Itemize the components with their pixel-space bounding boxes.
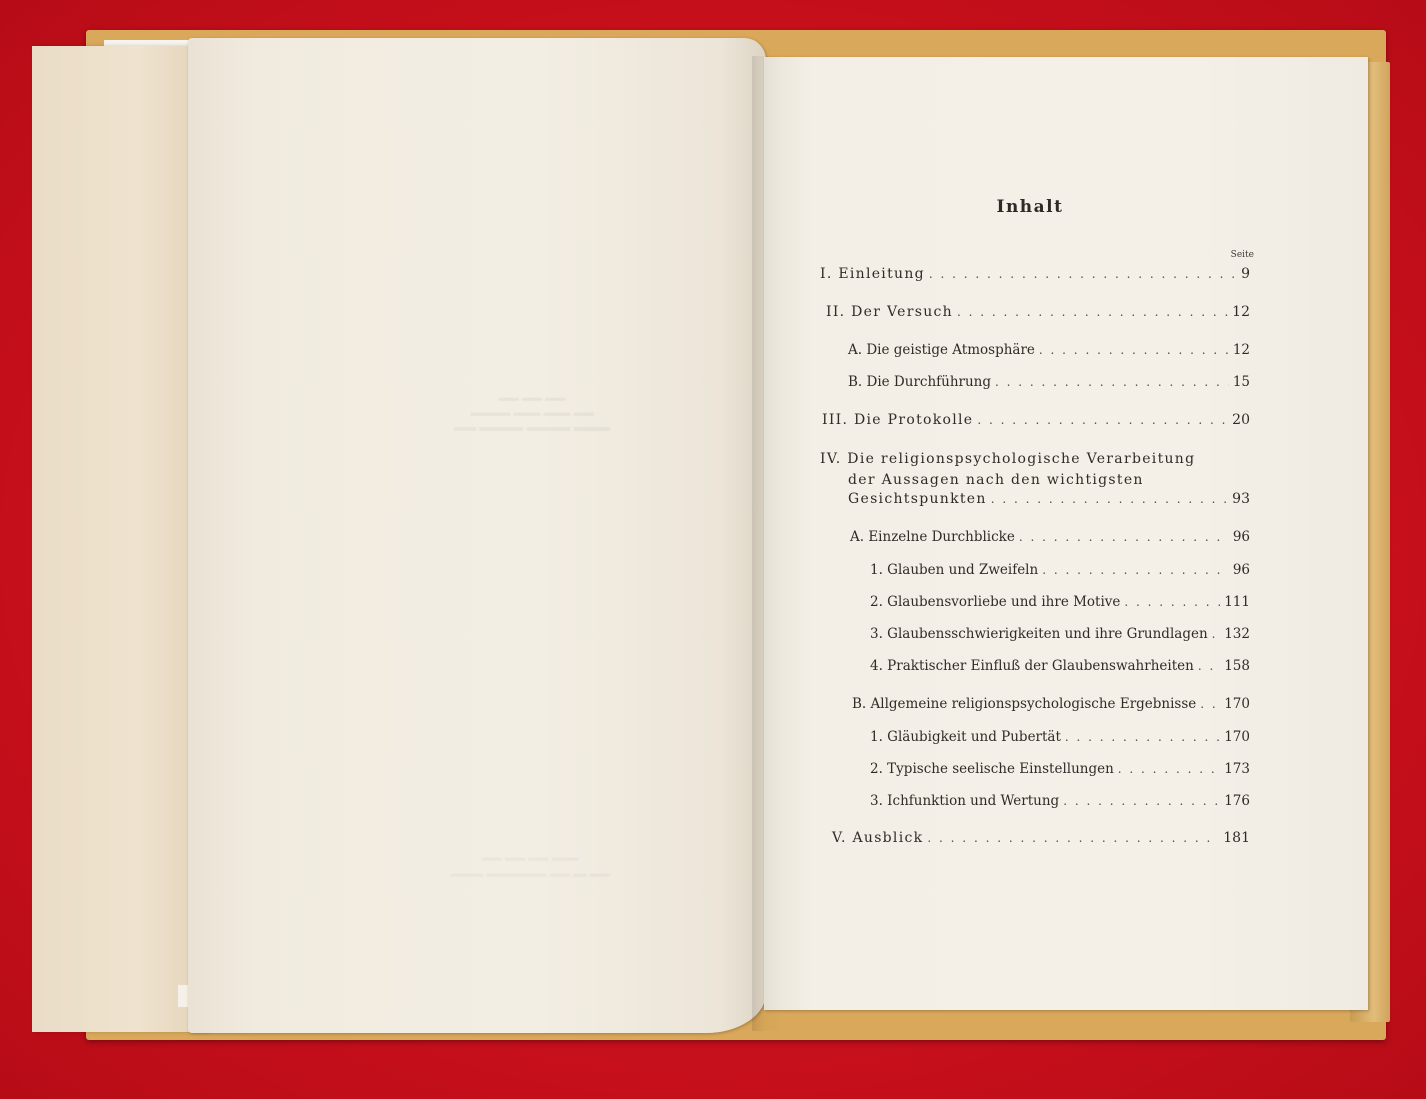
- toc-entry: [870, 761, 1250, 777]
- toc-entry: [832, 830, 1250, 846]
- dot-leader: [1200, 697, 1220, 711]
- dot-leader: [1065, 730, 1220, 744]
- dot-leader: [927, 831, 1219, 845]
- dot-leader: [1212, 627, 1221, 641]
- toc-entry-page: 111: [1224, 594, 1250, 610]
- toc-entry: [826, 304, 1250, 320]
- toc-entry-page: 96: [1232, 562, 1250, 578]
- dot-leader: [1063, 794, 1220, 808]
- toc-entry: [870, 793, 1250, 809]
- dot-leader: [991, 492, 1228, 506]
- toc-entry-page: 132: [1224, 626, 1250, 642]
- toc-entry: [848, 374, 1250, 390]
- toc-entry-label: 2. Glaubensvorliebe und ihre Motive: [870, 594, 1121, 610]
- toc-entry-page: 158: [1224, 658, 1250, 674]
- toc-entry: [848, 342, 1250, 358]
- toc-entry: [820, 266, 1250, 282]
- show-through-text-bottom: ═══ ═══ ═══ ════ ═════ ═════════ ═══ ══ ═══: [450, 853, 610, 882]
- gutter-shadow: [752, 56, 782, 1031]
- toc-title: Inhalt: [996, 197, 1064, 217]
- toc-entry-label: III. Die Protokolle: [822, 412, 974, 428]
- toc-entry: [822, 412, 1250, 428]
- dot-leader: [1124, 595, 1220, 609]
- toc-entry-page: 20: [1232, 412, 1250, 428]
- toc-entry-page: 170: [1224, 729, 1250, 745]
- toc-entry-multiline-first: IV. Die religionspsychologische Verarbeitung: [820, 451, 1196, 467]
- toc-entry-label: II. Der Versuch: [826, 304, 953, 320]
- toc-entry-page: 176: [1224, 793, 1250, 809]
- toc-entry-page: 170: [1224, 696, 1250, 712]
- toc-entry-label: I. Einleitung: [820, 266, 925, 282]
- dot-leader: [1019, 530, 1229, 544]
- toc-entry-page: 12: [1232, 304, 1250, 320]
- toc-entry-label: B. Die Durchführung: [848, 374, 992, 390]
- toc-entry: [870, 626, 1250, 642]
- toc-entry-multiline-second: der Aussagen nach den wichtigsten: [848, 472, 1144, 488]
- dot-leader: [1118, 762, 1220, 776]
- toc-entry-label: 2. Typische seelische Einstellungen: [870, 761, 1114, 777]
- toc-entry-page: 12: [1232, 342, 1250, 358]
- toc-entry: [870, 594, 1250, 610]
- page-column-header: Seite: [1230, 250, 1254, 260]
- dust-jacket-flap: [32, 46, 208, 1032]
- toc-entry-label: 3. Glaubensschwierigkeiten und ihre Grundlagen: [870, 626, 1208, 642]
- dot-leader: [1042, 563, 1229, 577]
- toc-entry-page: 15: [1232, 374, 1250, 390]
- toc-entry: [870, 562, 1250, 578]
- toc-entry: [852, 696, 1250, 712]
- dot-leader: [977, 413, 1228, 427]
- toc-entry-label: V. Ausblick: [832, 830, 924, 846]
- toc-entry-page: 173: [1224, 761, 1250, 777]
- toc-entry: [850, 529, 1250, 545]
- toc-entry-label: 1. Gläubigkeit und Pubertät: [870, 729, 1061, 745]
- toc-entry-label: 1. Glauben und Zweifeln: [870, 562, 1039, 578]
- toc-entry-page: 96: [1232, 529, 1250, 545]
- dot-leader: [957, 305, 1228, 319]
- toc-entry: [870, 658, 1250, 674]
- toc-entry-label: 4. Praktischer Einfluß der Glaubenswahrheiten: [870, 658, 1194, 674]
- toc-entry-page: 9: [1241, 266, 1250, 282]
- dot-leader: [929, 267, 1237, 281]
- toc-entry-label: A. Einzelne Durchblicke: [850, 529, 1015, 545]
- toc-entry: [848, 491, 1250, 507]
- toc-entry-label: 3. Ichfunktion und Wertung: [870, 793, 1060, 809]
- toc-entry-page: 93: [1232, 491, 1250, 507]
- dot-leader: [995, 375, 1229, 389]
- toc-entry-label: Gesichtspunkten: [848, 491, 987, 507]
- dot-leader: [1198, 659, 1220, 673]
- toc-entry: [870, 729, 1250, 745]
- toc-entry-label: A. Die geistige Atmosphäre: [848, 342, 1035, 358]
- dot-leader: [1039, 343, 1229, 357]
- toc-entry-label: B. Allgemeine religionspsychologische Ergebnisse: [852, 696, 1197, 712]
- toc-entry-page: 181: [1223, 830, 1250, 846]
